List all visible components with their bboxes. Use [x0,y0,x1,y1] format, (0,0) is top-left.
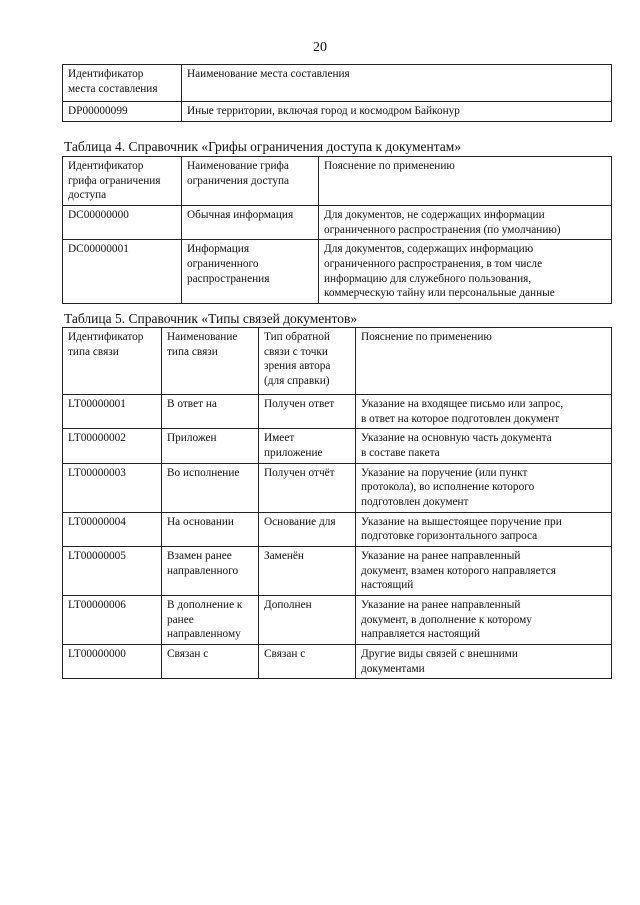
table-row [63,206,612,240]
header-cell-id: Идентификатор типа связи [63,328,162,395]
cell-explanation: Указание на ранее направленный документ, взамен которого направляется настоящий [356,547,612,596]
table-row [63,512,612,546]
cell-id: LT00000003 [63,463,162,512]
cell-id: DP00000099 [63,102,182,122]
table-row [63,240,612,304]
table-header-row [63,328,612,395]
cell-name: В ответ на [162,395,259,429]
cell-name: Обычная информация [182,206,319,240]
header-cell-reverse-type: Тип обратной связи с точки зрения автора (для справки) [259,328,356,395]
cell-reverse-type: Имеет приложение [259,429,356,463]
cell-explanation: Указание на входящее письмо или запрос, в ответ на которое подготовлен документ [356,395,612,429]
link-types-table [62,327,612,679]
cell-id: DC00000000 [63,206,182,240]
header-cell-name: Наименование грифа ограничения доступа [182,157,319,206]
header-cell-explanation: Пояснение по применению [356,328,612,395]
table-row [63,463,612,512]
cell-reverse-type: Связан с [259,645,356,679]
cell-id: DC00000001 [63,240,182,304]
cell-explanation: Для документов, содержащих информацию ограниченного распространения, в том числе информацию для служебного пользования, коммерческую тайну или персональные данные [319,240,612,304]
cell-explanation: Другие виды связей с внешними документами [356,645,612,679]
cell-id: LT00000002 [63,429,162,463]
cell-reverse-type: Дополнен [259,596,356,645]
cell-reverse-type: Получен ответ [259,395,356,429]
cell-id: LT00000000 [63,645,162,679]
table-row [63,547,612,596]
table-row [63,395,612,429]
cell-explanation: Указание на вышестоящее поручение при подготовке горизонтального запроса [356,512,612,546]
cell-name: Во исполнение [162,463,259,512]
cell-name: Информация ограниченного распространения [182,240,319,304]
table-row [63,596,612,645]
cell-name: Приложен [162,429,259,463]
table-header-row [63,65,612,102]
cell-explanation: Указание на ранее направленный документ, в дополнение к которому направляется настоящий [356,596,612,645]
header-cell-explanation: Пояснение по применению [319,157,612,206]
table-row [63,645,612,679]
cell-reverse-type: Основание для [259,512,356,546]
cell-explanation: Указание на основную часть документа в составе пакета [356,429,612,463]
cell-name: Связан с [162,645,259,679]
cell-id: LT00000004 [63,512,162,546]
cell-id: LT00000005 [63,547,162,596]
cell-reverse-type: Заменён [259,547,356,596]
cell-reverse-type: Получен отчёт [259,463,356,512]
table-header-row [63,157,612,206]
cell-id: LT00000006 [63,596,162,645]
table4-caption: Таблица 4. Справочник «Грифы ограничения доступа к документам» [64,139,462,154]
cell-id: LT00000001 [63,395,162,429]
cell-name: Взамен ранее направленного [162,547,259,596]
cell-name: Иные территории, включая город и космодром Байконур [182,102,612,122]
access-restriction-table [62,156,612,304]
header-cell-name: Наименование места составления [182,65,612,102]
table-row [63,102,612,122]
table5-caption: Таблица 5. Справочник «Типы связей документов» [64,311,358,326]
cell-explanation: Для документов, не содержащих информации ограниченного распространения (по умолчанию) [319,206,612,240]
cell-name: В дополнение к ранее направленному [162,596,259,645]
places-table [62,64,612,122]
header-cell-name: Наименование типа связи [162,328,259,395]
page-number: 20 [313,40,327,55]
header-cell-id: Идентификатор места составления [63,65,182,102]
header-cell-id: Идентификатор грифа ограничения доступа [63,157,182,206]
cell-name: На основании [162,512,259,546]
cell-explanation: Указание на поручение (или пункт протокола), во исполнение которого подготовлен документ [356,463,612,512]
table-row [63,429,612,463]
